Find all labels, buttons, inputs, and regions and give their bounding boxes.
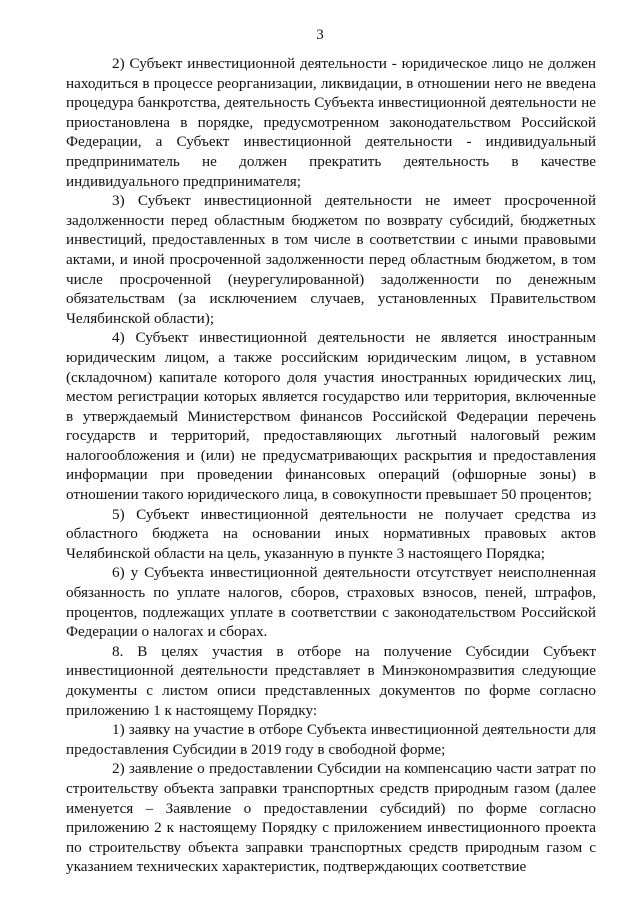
page-number: 3	[316, 27, 324, 43]
paragraph-requirement-6: 6) у Субъекта инвестиционной деятельности отсутствует неисполненная обязанность по уплате налогов, сборов, страховых взносов, пеней, штрафов, процентов, подлежащих уплате в соответствии с законодательством Российской Федерации о налогах и сборах.	[66, 564, 596, 641]
paragraph-requirement-2: 2) Субъект инвестиционной деятельности - юридическое лицо не должен находиться в процессе реорганизации, ликвидации, в отношении него не введена процедура банкротства, деятельность Субъекта инвестиционной деятельности не приостановлена в порядке, предусмотренном законодательством Российской Федерации, а Субъект инвестиционной деятельности - индивидуальный предприниматель не должен прекратить деятельность в качестве индивидуального предпринимателя;	[66, 55, 596, 190]
paragraph-document-1: 1) заявку на участие в отборе Субъекта инвестиционной деятельности для предоставления Субсидии в 2019 году в свободной форме;	[66, 721, 596, 758]
paragraph-section-8: 8. В целях участия в отборе на получение Субсидии Субъект инвестиционной деятельности представляет в Минэкономразвития следующие документы с листом описи представленных документов по форме согласно приложению 1 к настоящему Порядку:	[66, 642, 596, 719]
paragraph-requirement-4: 4) Субъект инвестиционной деятельности не является иностранным юридическим лицом, а также российским юридическим лицом, в уставном (складочном) капитале которого доля участия иностранных юридических лиц, местом регистрации которых является государство или территория, включенные в утверждаемый Министерством финансов Российской Федерации перечень государств и территорий, предоставляющих льготный налоговый режим налогообложения и (или) не предусматривающих раскрытия и предоставления информации при проведении финансовых операций (офшорные зоны) в отношении такого юридического лица, в совокупности превышает 50 процентов;	[66, 329, 596, 504]
paragraph-requirement-5: 5) Субъект инвестиционной деятельности не получает средства из областного бюджета на основании иных нормативных правовых актов Челябинской области на цель, указанную в пункте 3 настоящего Порядка;	[66, 505, 596, 562]
paragraph-requirement-3: 3) Субъект инвестиционной деятельности не имеет просроченной задолженности перед областным бюджетом по возврату субсидий, бюджетных инвестиций, предоставленных в том числе в соответствии с иными правовыми актами, и иной просроченной задолженности перед областным бюджетом, в том числе просроченной (неурегулированной) задолженности по денежным обязательствам (за исключением случаев, установленных Правительством Челябинской области);	[66, 192, 596, 327]
document-body	[66, 54, 596, 877]
paragraph-document-2: 2) заявление о предоставлении Субсидии на компенсацию части затрат по строительству объекта заправки транспортных средств природным газом (далее именуется – Заявление о предоставлении субсидий) по форме согласно приложению 2 к настоящему Порядку с приложением инвестиционного проекта по строительству объекта заправки транспортных средств природным газом с указанием технических характеристик, подтверждающих соответствие	[66, 760, 596, 876]
